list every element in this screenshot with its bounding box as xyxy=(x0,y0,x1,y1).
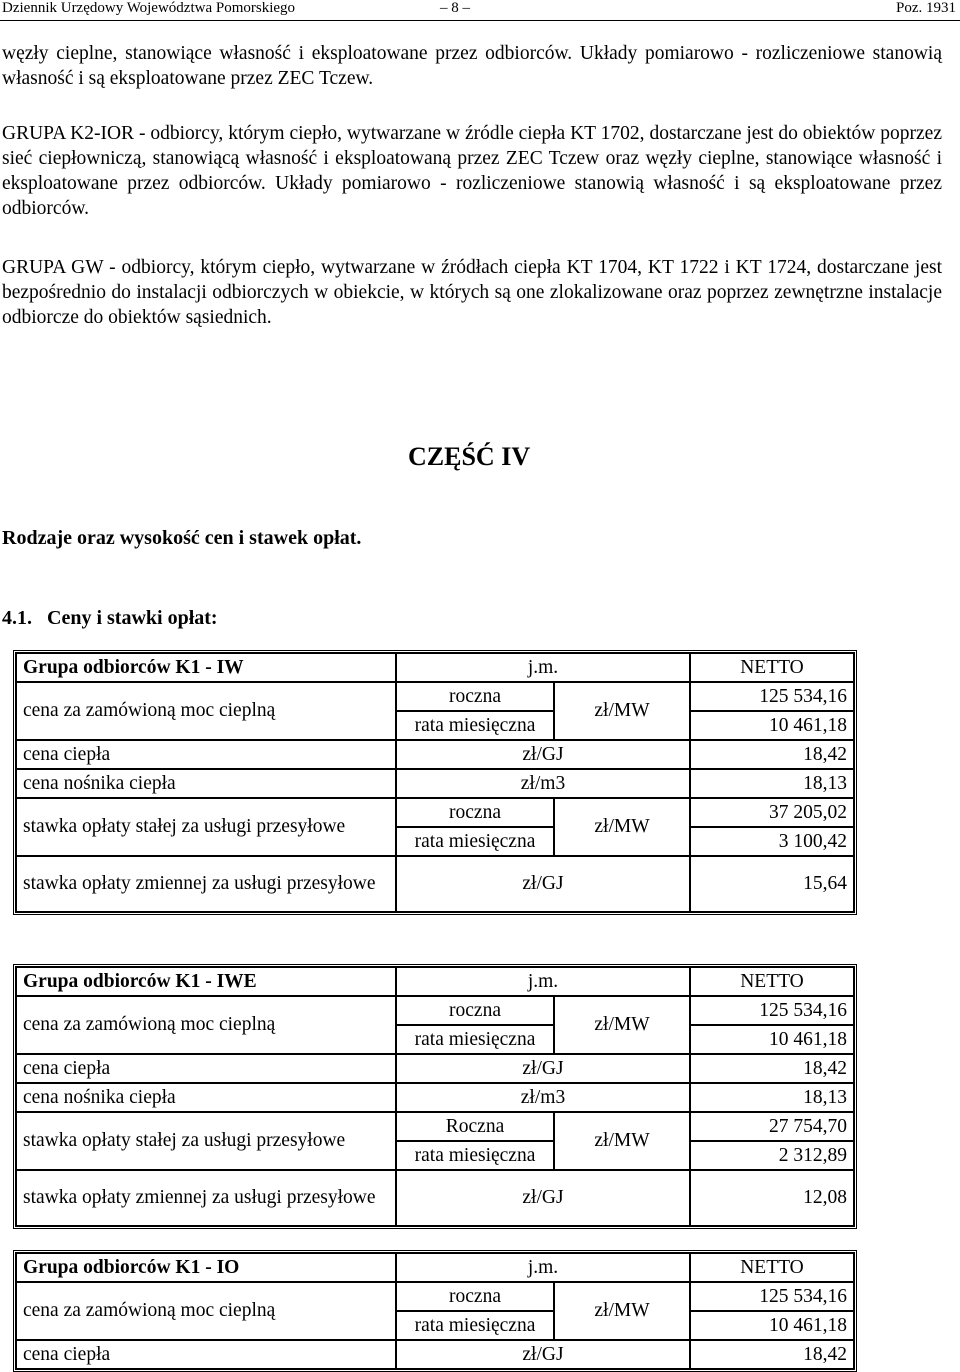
fixed-fee-label: stawka opłaty stałej za usługi przesyłowe xyxy=(16,798,396,856)
carrier-price-label: cena nośnika ciepła xyxy=(16,1083,396,1112)
monthly-label: rata miesięczna xyxy=(396,827,554,856)
monthly-label: rata miesięczna xyxy=(396,1025,554,1054)
capacity-monthly-value: 10 461,18 xyxy=(690,1311,854,1340)
fixed-monthly-value: 3 100,42 xyxy=(690,827,854,856)
header-divider xyxy=(0,20,960,21)
annual-label: roczna xyxy=(396,996,554,1025)
unit-mw: zł/MW xyxy=(554,1112,690,1170)
annual-label: roczna xyxy=(396,798,554,827)
paragraph-group-gw: GRUPA GW - odbiorcy, którym ciepło, wytwarzane w źródłach ciepła KT 1704, KT 1722 i KT 1724, dostarczane jest bezpośrednio do instalacji odbiorczych w obiekcie, w których są one zlokalizowane oraz poprzez zewnętrzne instalacje odbiorcze do obiektów sąsiednich. xyxy=(2,257,942,328)
annual-label: roczna xyxy=(396,682,554,711)
capacity-monthly-value: 10 461,18 xyxy=(690,711,854,740)
capacity-annual-value: 125 534,16 xyxy=(690,682,854,711)
monthly-label: rata miesięczna xyxy=(396,1141,554,1170)
fixed-fee-label: stawka opłaty stałej za usługi przesyłowe xyxy=(16,1112,396,1170)
position-number: Poz. 1931 xyxy=(896,0,956,16)
unit-header: j.m. xyxy=(396,1253,690,1282)
unit-mw: zł/MW xyxy=(554,682,690,740)
monthly-label: rata miesięczna xyxy=(396,1311,554,1340)
monthly-label: rata miesięczna xyxy=(396,711,554,740)
variable-fee-label: stawka opłaty zmiennej za usługi przesyłowe xyxy=(16,856,396,912)
unit-header: j.m. xyxy=(396,967,690,996)
heat-price-value: 18,42 xyxy=(690,1054,854,1083)
group-name: Grupa odbiorców K1 - IWE xyxy=(16,967,396,996)
unit-gj: zł/GJ xyxy=(396,1170,690,1226)
unit-m3: zł/m3 xyxy=(396,1083,690,1112)
capacity-price-label: cena za zamówioną moc cieplną xyxy=(16,682,396,740)
heat-price-value: 18,42 xyxy=(690,1340,854,1369)
part-title: CZĘŚĆ IV xyxy=(408,442,531,471)
value-header: NETTO xyxy=(690,967,854,996)
page-number: – 8 – xyxy=(440,0,470,16)
capacity-price-label: cena za zamówioną moc cieplną xyxy=(16,1282,396,1340)
unit-mw: zł/MW xyxy=(554,996,690,1054)
journal-title: Dziennik Urzędowy Województwa Pomorskiego xyxy=(2,0,296,16)
capacity-annual-value: 125 534,16 xyxy=(690,1282,854,1311)
capacity-price-label: cena za zamówioną moc cieplną xyxy=(16,996,396,1054)
group-name: Grupa odbiorców K1 - IO xyxy=(16,1253,396,1282)
carrier-price-value: 18,13 xyxy=(690,769,854,798)
subsection-title: 4.1. Ceny i stawki opłat: xyxy=(2,607,218,629)
heat-price-label: cena ciepła xyxy=(16,1340,396,1369)
paragraph-intro: węzły cieplne, stanowiące własność i eksploatowane przez odbiorców. Układy pomiarowo - rozliczeniowe stanowią własność i są eksploatowane przez ZEC Tczew. xyxy=(2,43,942,89)
fixed-monthly-value: 2 312,89 xyxy=(690,1141,854,1170)
carrier-price-label: cena nośnika ciepła xyxy=(16,769,396,798)
group-name: Grupa odbiorców K1 - IW xyxy=(16,653,396,682)
fixed-annual-value: 37 205,02 xyxy=(690,798,854,827)
paragraph-group-k2-ior: GRUPA K2-IOR - odbiorcy, którym ciepło, wytwarzane w źródle ciepła KT 1702, dostarczane jest do obiektów poprzez sieć ciepłowniczą, stanowiącą własność i eksploatowaną przez ZEC Tczew oraz węzły cieplne, stanowiące własność i eksploatowane przez odbiorców. Układy pomiarowo - rozliczeniowe stanowią własność i są eksploatowane przez odbiorców. xyxy=(2,123,942,219)
value-header: NETTO xyxy=(690,1253,854,1282)
unit-m3: zł/m3 xyxy=(396,769,690,798)
section-title: Rodzaje oraz wysokość cen i stawek opłat. xyxy=(2,527,362,549)
capacity-monthly-value: 10 461,18 xyxy=(690,1025,854,1054)
value-header: NETTO xyxy=(690,653,854,682)
variable-fee-label: stawka opłaty zmiennej za usługi przesyłowe xyxy=(16,1170,396,1226)
unit-gj: zł/GJ xyxy=(396,1054,690,1083)
unit-mw: zł/MW xyxy=(554,798,690,856)
variable-fee-value: 12,08 xyxy=(690,1170,854,1226)
heat-price-label: cena ciepła xyxy=(16,1054,396,1083)
unit-gj: zł/GJ xyxy=(396,856,690,912)
unit-header: j.m. xyxy=(396,653,690,682)
price-table-k1-io xyxy=(13,1250,857,1372)
annual-label: roczna xyxy=(396,1282,554,1311)
heat-price-label: cena ciepła xyxy=(16,740,396,769)
variable-fee-value: 15,64 xyxy=(690,856,854,912)
unit-gj: zł/GJ xyxy=(396,1340,690,1369)
fixed-annual-value: 27 754,70 xyxy=(690,1112,854,1141)
unit-gj: zł/GJ xyxy=(396,740,690,769)
unit-mw: zł/MW xyxy=(554,1282,690,1340)
carrier-price-value: 18,13 xyxy=(690,1083,854,1112)
price-table-k1-iw xyxy=(13,650,857,915)
page-header xyxy=(0,0,960,18)
annual-label: Roczna xyxy=(396,1112,554,1141)
price-table-k1-iwe xyxy=(13,964,857,1229)
capacity-annual-value: 125 534,16 xyxy=(690,996,854,1025)
heat-price-value: 18,42 xyxy=(690,740,854,769)
